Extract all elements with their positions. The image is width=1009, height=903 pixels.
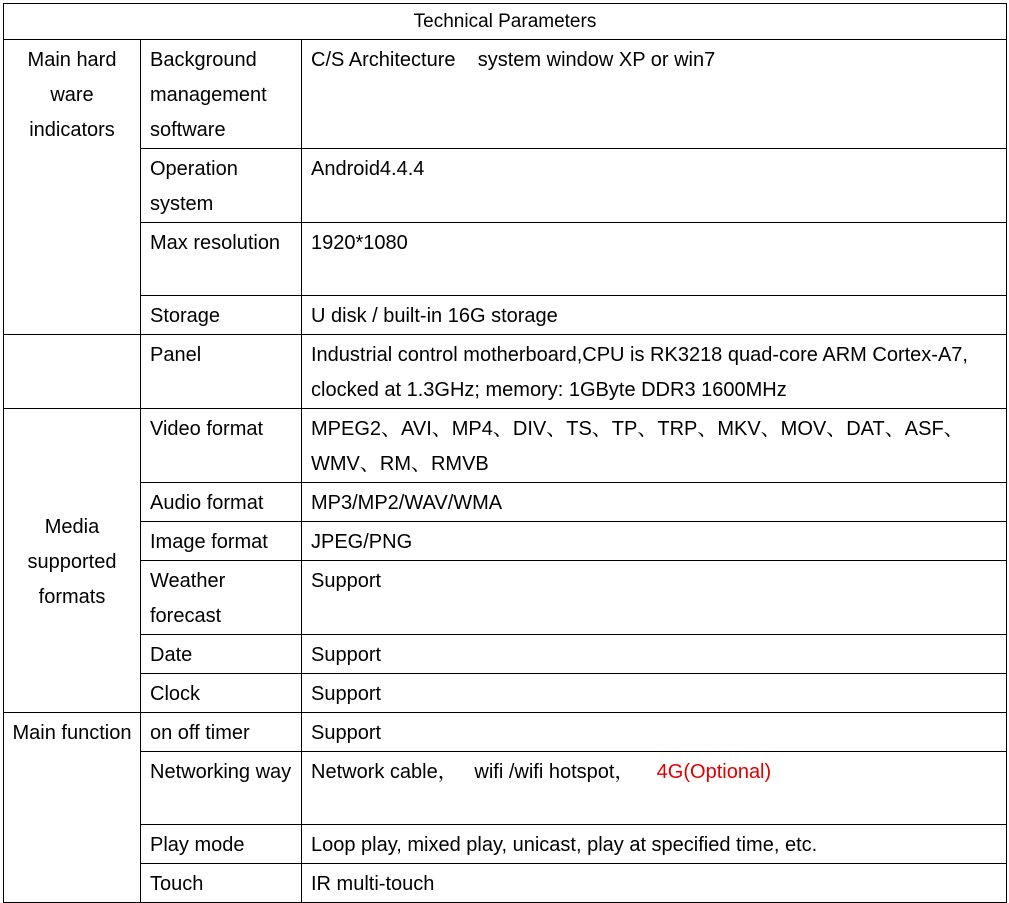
param-name: Weather forecast: [141, 561, 302, 635]
param-name: Background management software: [141, 40, 302, 149]
param-value: Loop play, mixed play, unicast, play at specified time, etc.: [302, 825, 1007, 864]
table-row: [4, 864, 1007, 903]
table-row: [4, 561, 1007, 635]
param-value: [302, 752, 1007, 825]
param-name: Operation system: [141, 149, 302, 223]
table-row: [4, 335, 1007, 409]
param-name: Panel: [141, 335, 302, 409]
table-row: [4, 713, 1007, 752]
param-value: 1920*1080: [302, 223, 1007, 296]
param-name: Max resolution: [141, 223, 302, 296]
param-name: Storage: [141, 296, 302, 335]
table-row: [4, 522, 1007, 561]
table-row: [4, 149, 1007, 223]
table-row: [4, 752, 1007, 825]
param-value-optional: 4G(Optional): [656, 761, 772, 783]
table-row: [4, 223, 1007, 296]
param-value: IR multi-touch: [302, 864, 1007, 903]
group-main-function: Main function: [4, 713, 141, 903]
param-name: Touch: [141, 864, 302, 903]
param-name: Clock: [141, 674, 302, 713]
param-name: Video format: [141, 409, 302, 483]
param-value: Support: [302, 674, 1007, 713]
param-name: Networking way: [141, 752, 302, 825]
param-value: Support: [302, 561, 1007, 635]
table-row: [4, 825, 1007, 864]
table-row: [4, 409, 1007, 483]
param-name: Play mode: [141, 825, 302, 864]
table-title: Technical Parameters: [4, 4, 1007, 40]
param-value: MP3/MP2/WAV/WMA: [302, 483, 1007, 522]
param-value: Android4.4.4: [302, 149, 1007, 223]
table-title-row: [4, 4, 1007, 40]
param-value-text: Network cable， wifi /wifi hotspot，: [311, 761, 657, 783]
param-value: Industrial control motherboard,CPU is RK3218 quad-core ARM Cortex-A7, clocked at 1.3GHz; memory: 1GByte DDR3 1600MHz: [302, 335, 1007, 409]
param-value: JPEG/PNG: [302, 522, 1007, 561]
technical-parameters-table: [3, 3, 1007, 903]
table-row: [4, 296, 1007, 335]
param-value: MPEG2、AVI、MP4、DIV、TS、TP、TRP、MKV、MOV、DAT、ASF、WMV、RM、RMVB: [302, 409, 1007, 483]
table-row: [4, 635, 1007, 674]
table-row: [4, 674, 1007, 713]
group-panel-empty: [4, 335, 141, 409]
param-value: C/S Architecture system window XP or win7: [302, 40, 1007, 149]
param-name: Date: [141, 635, 302, 674]
param-value: U disk / built-in 16G storage: [302, 296, 1007, 335]
table-row: [4, 483, 1007, 522]
param-name: on off timer: [141, 713, 302, 752]
table-row: [4, 40, 1007, 149]
param-name: Image format: [141, 522, 302, 561]
group-media-formats: Media supported formats: [4, 409, 141, 713]
param-value: Support: [302, 635, 1007, 674]
group-main-hardware: Main hard ware indicators: [4, 40, 141, 335]
param-name: Audio format: [141, 483, 302, 522]
param-value: Support: [302, 713, 1007, 752]
